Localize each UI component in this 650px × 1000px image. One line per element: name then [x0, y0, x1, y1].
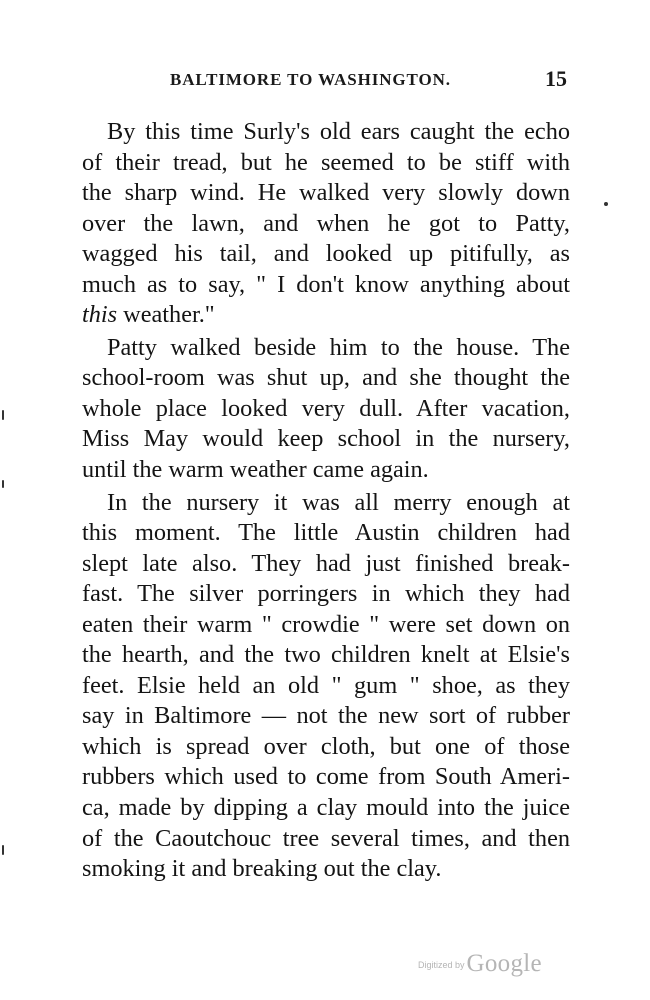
watermark-prefix: Digitized by: [418, 960, 465, 970]
text-line: ca, made by dipping a clay mould into the juice: [82, 794, 570, 822]
scan-speck: [604, 202, 608, 206]
watermark-brand: Google: [466, 950, 542, 977]
body-text: [82, 117, 570, 885]
text-line: wagged his tail, and looked up pitifully, as: [82, 240, 570, 268]
text-line: slept late also. They had just finished break-: [82, 549, 570, 577]
text-line: feet. Elsie held an old " gum " shoe, as they: [82, 671, 570, 699]
scan-speck: [2, 410, 4, 420]
text-line: Miss May would keep school in the nursery,: [82, 425, 570, 453]
text-line: In the nursery it was all merry enough at: [107, 488, 570, 516]
text-line: much as to say, " I don't know anything about: [82, 270, 570, 298]
text-line: By this time Surly's old ears caught the echo: [107, 118, 570, 145]
text-line: [82, 300, 570, 331]
text-line: over the lawn, and when he got to Patty,: [82, 209, 570, 237]
running-title: BALTIMORE TO WASHINGTON.: [170, 70, 451, 89]
text-line: Patty walked beside him to the house. The: [107, 333, 570, 361]
text-line: whole place looked very dull. After vacation,: [82, 394, 570, 422]
text-line: school-room was shut up, and she thought the: [82, 364, 570, 392]
text-line: of the Caoutchouc tree several times, and then: [82, 824, 570, 852]
text-line: smoking it and breaking out the clay.: [82, 855, 442, 883]
scan-speck: [2, 845, 4, 855]
text-line: this moment. The little Austin children had: [82, 519, 570, 547]
text-line: eaten their warm " crowdie " were set down on: [82, 610, 570, 638]
italic-word: this: [82, 301, 118, 329]
google-watermark: [418, 950, 542, 978]
text-line: the hearth, and the two children knelt at Elsie's: [82, 641, 570, 669]
text-fragment: weather.": [117, 301, 215, 329]
text-line: of their tread, but he seemed to be stiff with: [82, 148, 570, 176]
text-line: until the warm weather came again.: [82, 456, 429, 484]
text-line: say in Baltimore — not the new sort of rubber: [82, 702, 570, 730]
text-line: rubbers which used to come from South Ameri-: [82, 763, 570, 791]
scan-speck: [2, 480, 4, 488]
text-line: the sharp wind. He walked very slowly down: [82, 179, 570, 207]
page-number: 15: [545, 66, 567, 91]
text-line: which is spread over cloth, but one of those: [82, 732, 570, 760]
text-line: fast. The silver porringers in which they had: [82, 580, 570, 608]
